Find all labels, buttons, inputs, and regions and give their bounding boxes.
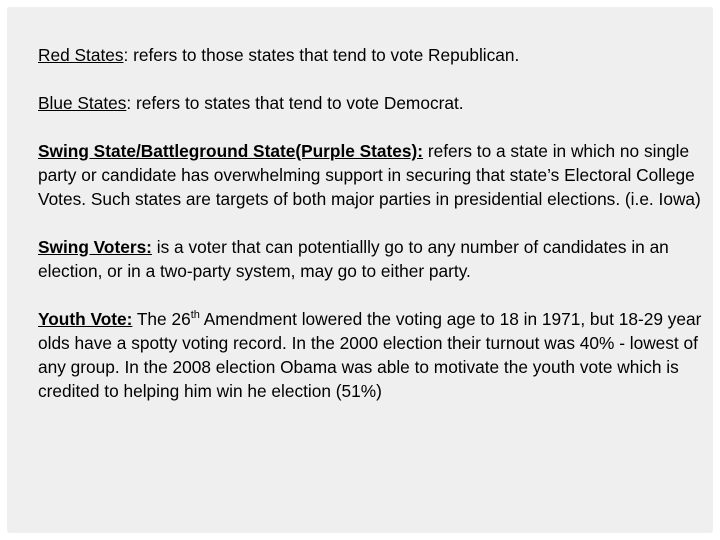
term-separator: : (126, 93, 132, 113)
definition-red-states (38, 43, 708, 67)
definition-swing-voters (38, 235, 708, 283)
ordinal-suffix: th (190, 309, 200, 322)
definition-youth-vote (38, 307, 708, 403)
term-red-states: Red States (38, 45, 124, 65)
term-youth-vote: Youth Vote: (38, 309, 133, 329)
term-swing-voters: Swing Voters: (38, 237, 152, 257)
definition-text-swing-voters: is a voter that can potentiallly go to any number of candidates in an election, or in a two-party system, may go to either party. (38, 237, 669, 281)
definition-swing-state (38, 139, 708, 211)
definition-text-youth-vote-rest: Amendment lowered the voting age to 18 in 1971, but 18-29 year olds have a spotty voting record. In the 2000 election their turnout was 40% - lowest of any group. In the 2008 election Obama was able to motivate the youth vote which is credited to helping him win he election (51%) (38, 309, 702, 401)
slide-panel (7, 7, 713, 533)
definition-blue-states (38, 91, 708, 115)
definition-text-swing-state: refers to a state in which no single party or candidate has overwhelming support in securing that state’s Electoral College Votes. Such states are targets of both major parties in presidential elections. (i.e. Iowa) (38, 141, 701, 209)
term-swing-state: Swing State/Battleground State(Purple States): (38, 141, 424, 161)
definition-text-blue-states: refers to states that tend to vote Democrat. (131, 93, 464, 113)
definition-text-red-states: refers to those states that tend to vote Republican. (128, 45, 520, 65)
definition-text-youth-vote-start: The 26 (132, 309, 191, 329)
term-separator: : (123, 45, 129, 65)
definitions-list (38, 43, 708, 427)
term-blue-states: Blue States (38, 93, 127, 113)
